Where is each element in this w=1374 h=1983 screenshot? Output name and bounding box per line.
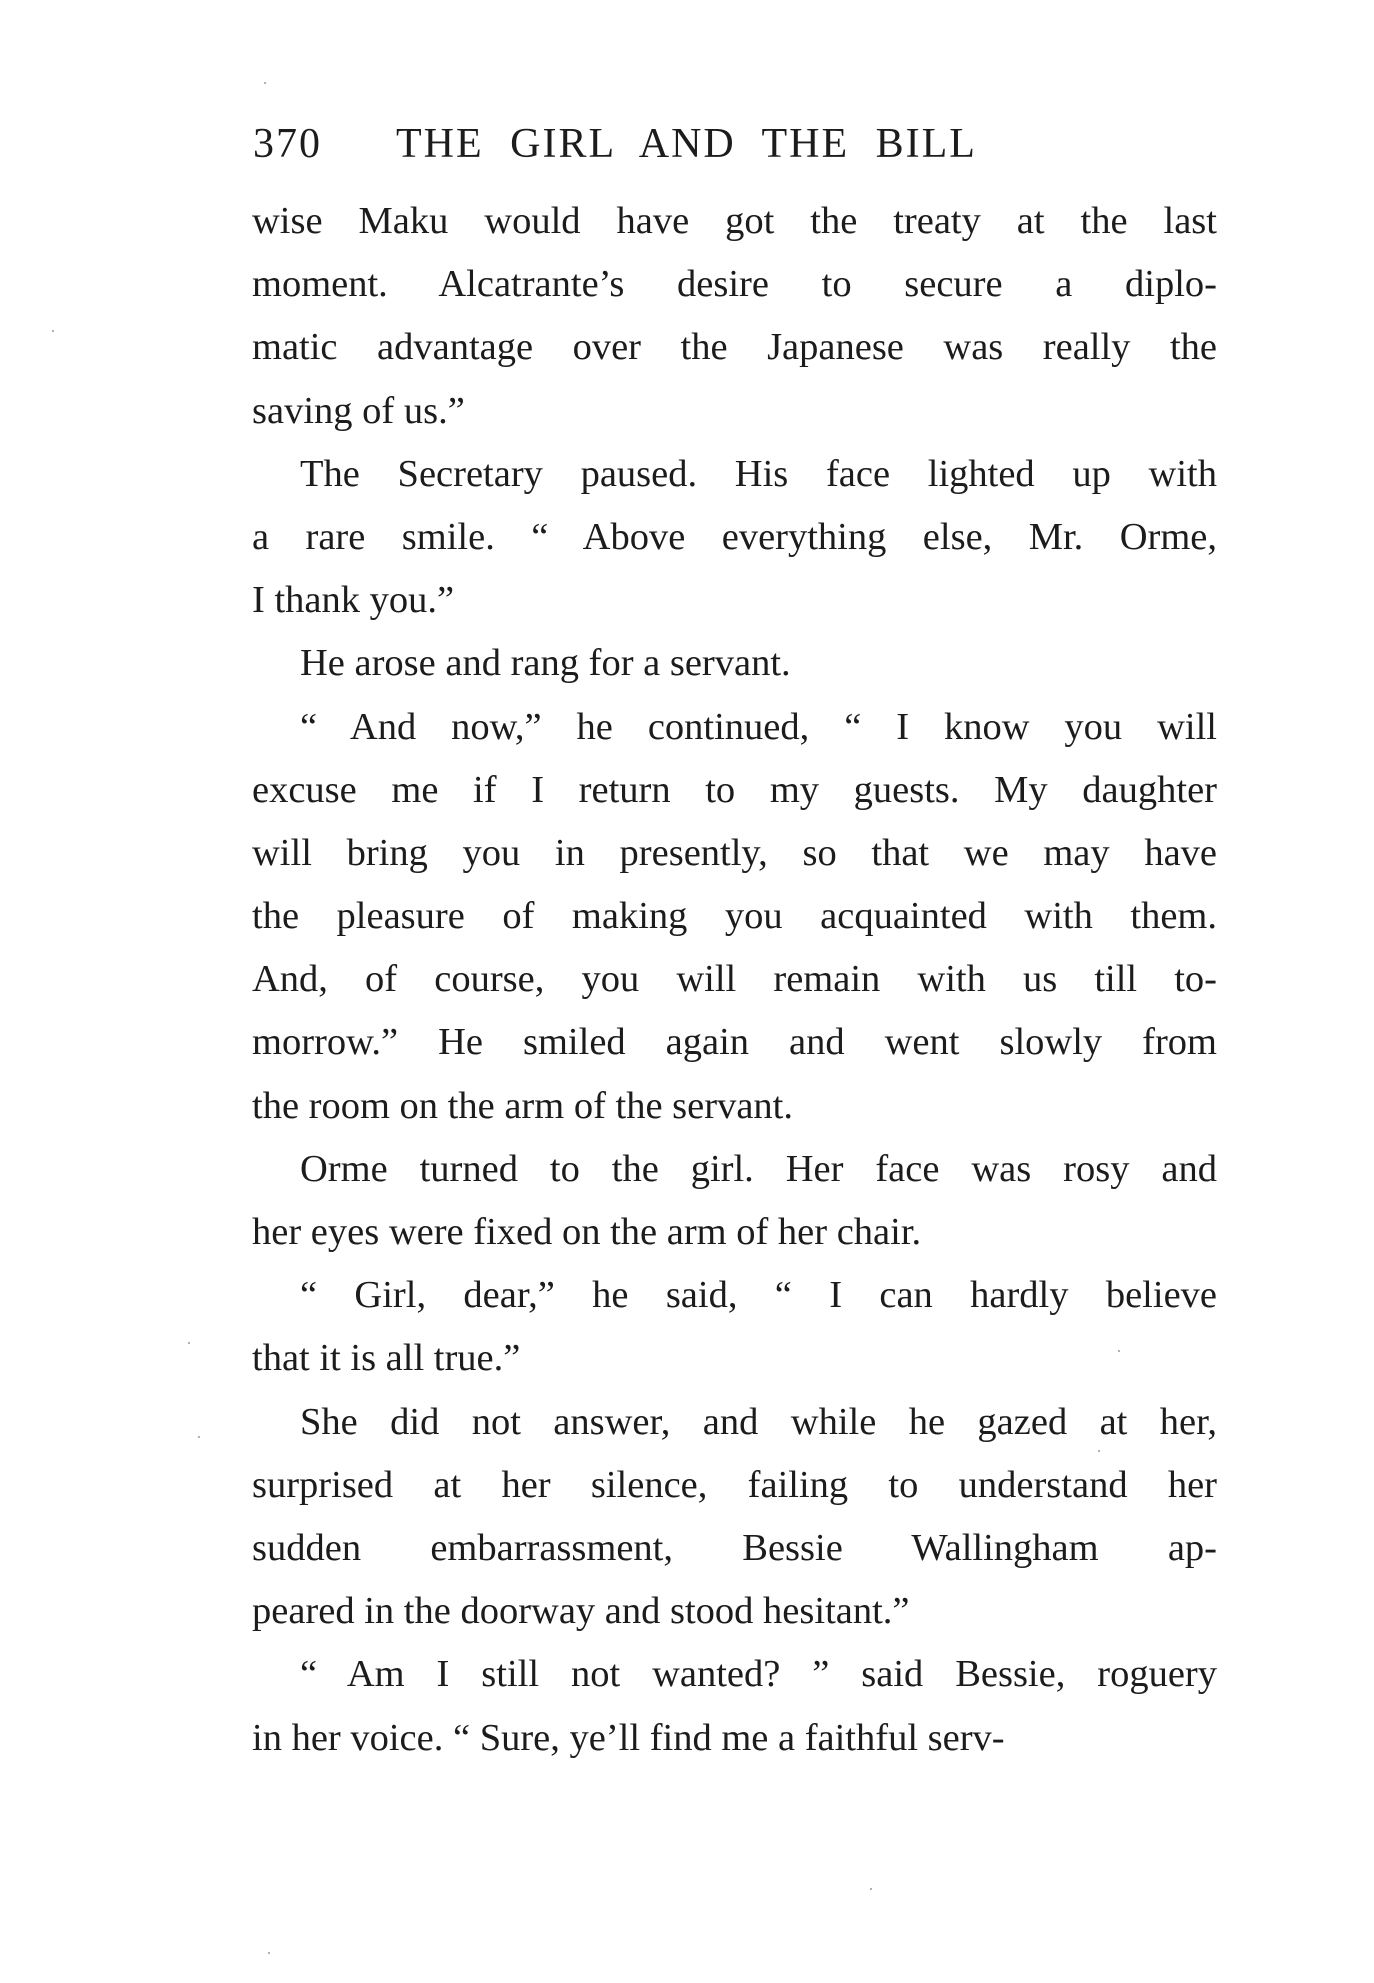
paragraph <box>252 190 1217 443</box>
text-line: She did not answer, and while he gazed at her, <box>300 1400 1217 1443</box>
text-line: “ And now,” he continued, “ I know you will <box>300 705 1217 748</box>
running-title: THE GIRL AND THE BILL <box>396 121 977 167</box>
scan-speck <box>188 1342 190 1344</box>
text-line: the room on the arm of the servant. <box>252 1084 793 1127</box>
scan-speck <box>1098 1450 1100 1452</box>
text-line: that it is all true.” <box>252 1337 521 1380</box>
scan-speck <box>1118 1350 1120 1352</box>
text-line: matic advantage over the Japanese was really the <box>252 326 1217 369</box>
text-line: excuse me if I return to my guests. My daughter <box>252 768 1217 811</box>
text-line: sudden embarrassment, Bessie Wallingham ap- <box>252 1526 1217 1569</box>
paragraph <box>252 632 1217 695</box>
text-line: saving of us.” <box>252 389 465 432</box>
text-line: “ Girl, dear,” he said, “ I can hardly believe <box>300 1274 1217 1317</box>
scan-speck <box>52 330 54 332</box>
paragraph <box>252 696 1217 1138</box>
text-line: Orme turned to the girl. Her face was rosy and <box>300 1147 1217 1190</box>
text-line: her eyes were fixed on the arm of her chair. <box>252 1211 922 1253</box>
body-text <box>252 190 1217 1770</box>
page-header <box>253 120 1073 180</box>
text-line: The Secretary paused. His face lighted up with <box>300 452 1217 495</box>
text-line: will bring you in presently, so that we may have <box>252 831 1217 874</box>
text-line: peared in the doorway and stood hesitant.” <box>252 1590 910 1633</box>
paragraph <box>252 1391 1217 1644</box>
text-line: the pleasure of making you acquainted with them. <box>252 895 1217 938</box>
text-line: “ Am I still not wanted? ” said Bessie, roguery <box>300 1653 1217 1696</box>
text-line: And, of course, you will remain with us till to- <box>252 958 1217 1001</box>
paragraph <box>252 443 1217 633</box>
scan-speck <box>268 1952 270 1954</box>
paragraph <box>252 1643 1217 1769</box>
page-number: 370 <box>253 121 322 167</box>
text-line: surprised at her silence, failing to understand her <box>252 1463 1217 1506</box>
text-line: a rare smile. “ Above everything else, Mr. Orme, <box>252 515 1217 558</box>
scan-speck <box>870 1888 872 1890</box>
paragraph <box>252 1264 1217 1390</box>
text-line: in her voice. “ Sure, ye’ll find me a faithful serv- <box>252 1716 1005 1759</box>
text-line: I thank you.” <box>252 579 455 622</box>
text-line: He arose and rang for a servant. <box>300 642 791 685</box>
scan-speck <box>198 1436 200 1438</box>
scan-speck <box>264 82 266 84</box>
paragraph <box>252 1138 1217 1264</box>
text-line: moment. Alcatrante’s desire to secure a diplo- <box>252 263 1217 306</box>
text-line: morrow.” He smiled again and went slowly from <box>252 1021 1217 1064</box>
text-line: wise Maku would have got the treaty at the last <box>252 200 1217 242</box>
